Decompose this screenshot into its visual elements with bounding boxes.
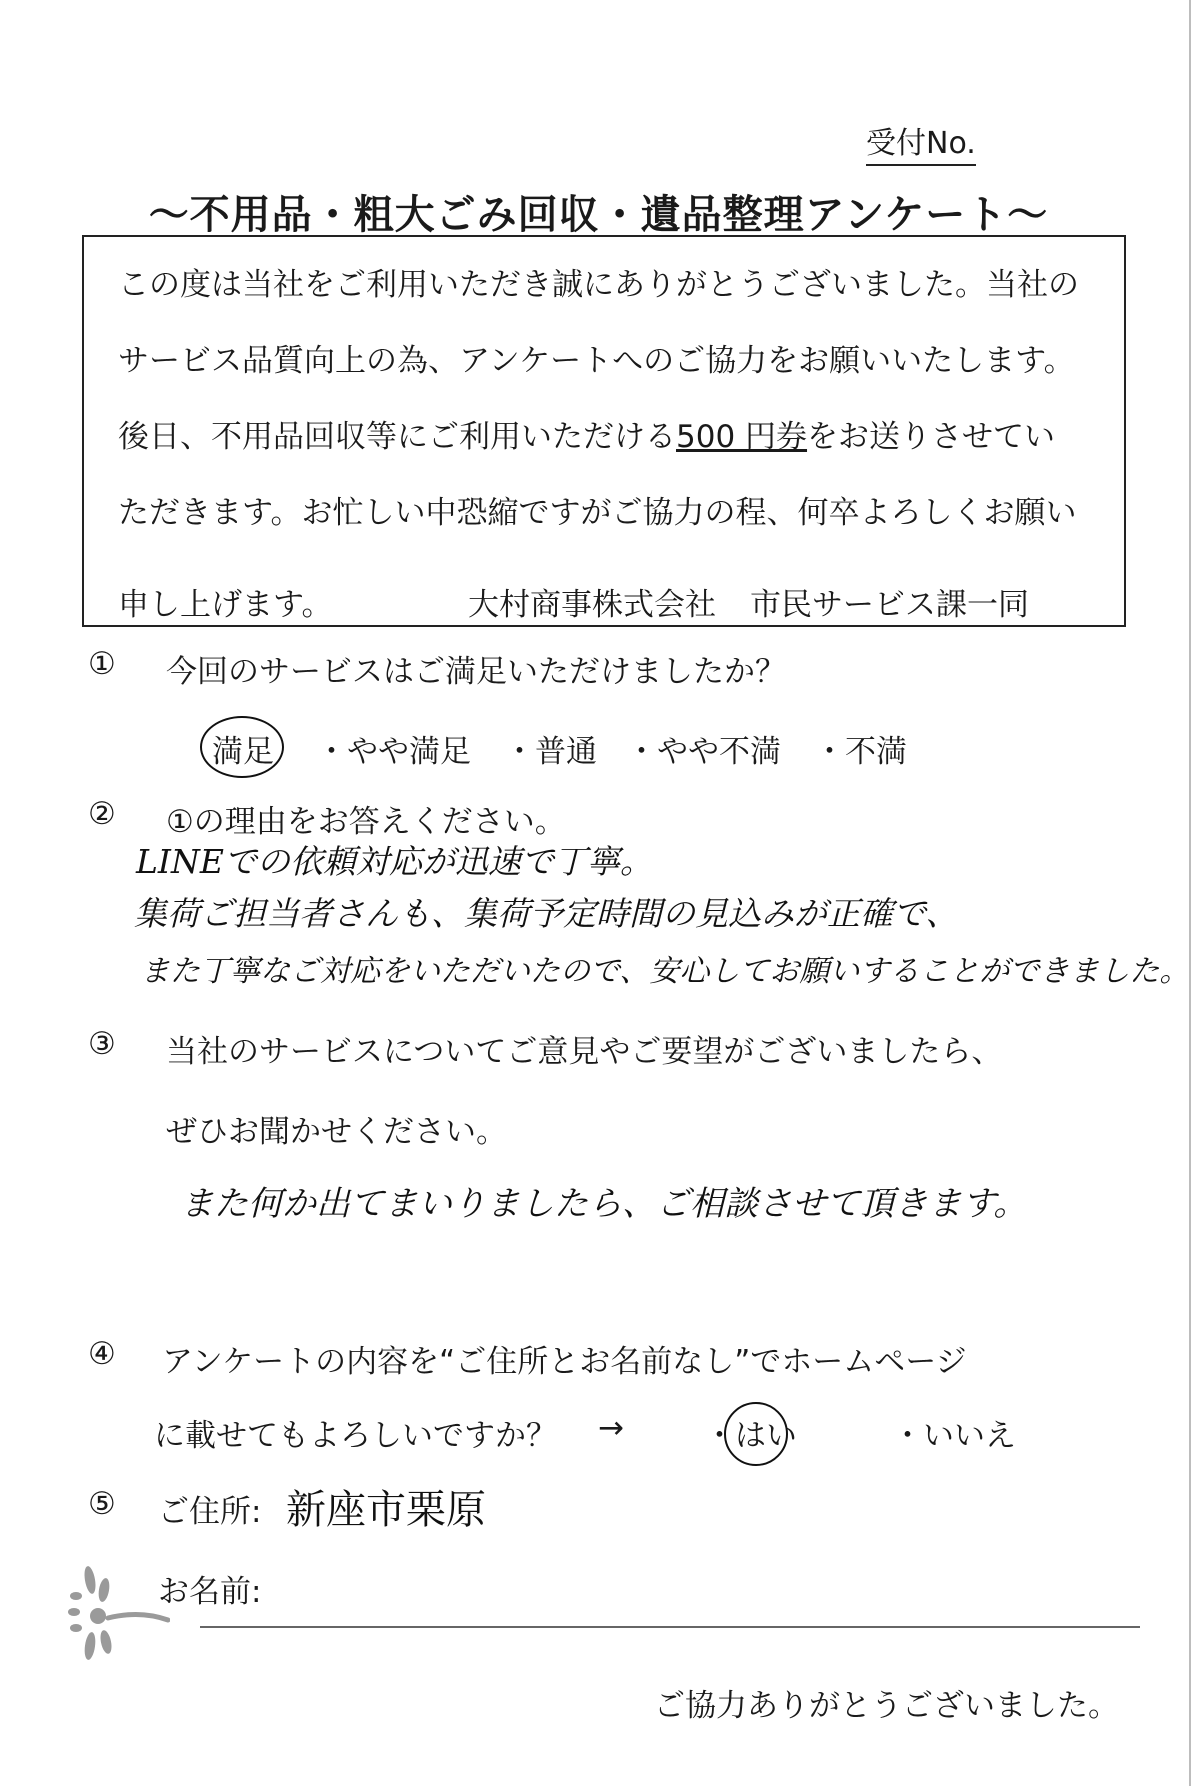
q4-option-yes[interactable]: ・はい — [704, 1418, 797, 1454]
q2-number: ② — [88, 796, 116, 832]
q5-number: ⑤ — [88, 1486, 116, 1522]
q3-number: ③ — [88, 1026, 116, 1062]
q1-number: ① — [88, 646, 116, 682]
survey-title: ～不用品・粗大ごみ回収・遺品整理アンケート～ — [148, 192, 1049, 238]
page-edge — [1189, 0, 1191, 1786]
voucher-amount: 500 円券 — [676, 419, 808, 455]
q1-option-neutral[interactable]: ・普通 — [504, 734, 597, 770]
intro-line-2: サービス品質向上の為、アンケートへのご協力をお願いいたします。 — [118, 343, 1075, 379]
receipt-number-label: 受付No. — [866, 118, 976, 166]
arrow-icon: → — [598, 1410, 624, 1446]
thank-you-message: ご協力ありがとうございました。 — [654, 1688, 1119, 1724]
q1-selection-circle — [200, 716, 284, 778]
name-underline — [200, 1626, 1140, 1628]
q3-answer: また何か出てまいりましたら、ご相談させて頂きます。 — [180, 1184, 1028, 1224]
q4-number: ④ — [88, 1336, 116, 1372]
q2-answer-line-3: また丁寧なご対応をいただいたので、安心してお願いすることができました。 — [140, 954, 1190, 989]
company-signature — [468, 579, 1029, 624]
intro-line-1: この度は当社をご利用いただき誠にありがとうございました。当社の — [118, 267, 1079, 303]
intro-line-5: 申し上げます。 — [118, 587, 333, 623]
q1-option-somewhat-satisfied[interactable]: ・やや満足 — [316, 734, 471, 770]
q1-option-dissatisfied[interactable]: ・不満 — [814, 734, 907, 770]
intro-line-3-tail: をお送りさせてい — [807, 419, 1056, 455]
address-label: ご住所: — [158, 1494, 262, 1530]
intro-box — [82, 235, 1126, 627]
intro-line-3-head: 後日、不用品回収等にご利用いただける — [118, 419, 676, 455]
q4-question-line-1: アンケートの内容を“ご住所とお名前なし”でホームページ — [162, 1344, 967, 1380]
flower-icon — [60, 1560, 170, 1680]
q2-answer-line-1: LINEでの依頼対応が迅速で丁寧。 — [136, 842, 653, 881]
q3-question-line-1: 当社のサービスについてご意見やご要望がございましたら、 — [166, 1034, 1003, 1070]
q4-question-line-2: に載せてもよろしいですか？ — [154, 1418, 557, 1454]
department-name: 市民サービス課一同 — [750, 587, 1029, 623]
q2-answer-line-2: 集荷ご担当者さんも、集荷予定時間の見込みが正確で、 — [134, 894, 959, 933]
q3-question-line-2: ぜひお聞かせください。 — [166, 1114, 507, 1150]
q4-selection-circle — [724, 1402, 788, 1466]
q1-option-somewhat-dissatisfied[interactable]: ・やや不満 — [626, 734, 781, 770]
intro-line-3 — [118, 411, 1055, 456]
company-name: 大村商事株式会社 — [468, 587, 716, 623]
q4-option-no[interactable]: ・いいえ — [892, 1418, 1016, 1454]
q1-option-satisfied[interactable]: 満足 — [212, 734, 274, 770]
intro-line-4: ただきます。お忙しい中恐縮ですがご協力の程、何卒よろしくお願い — [118, 495, 1077, 531]
q1-question: 今回のサービスはご満足いただけましたか？ — [166, 654, 786, 690]
name-label: お名前: — [158, 1574, 262, 1610]
address-value: 新座市栗原 — [286, 1487, 486, 1533]
q2-question: ①の理由をお答えください。 — [166, 804, 566, 840]
